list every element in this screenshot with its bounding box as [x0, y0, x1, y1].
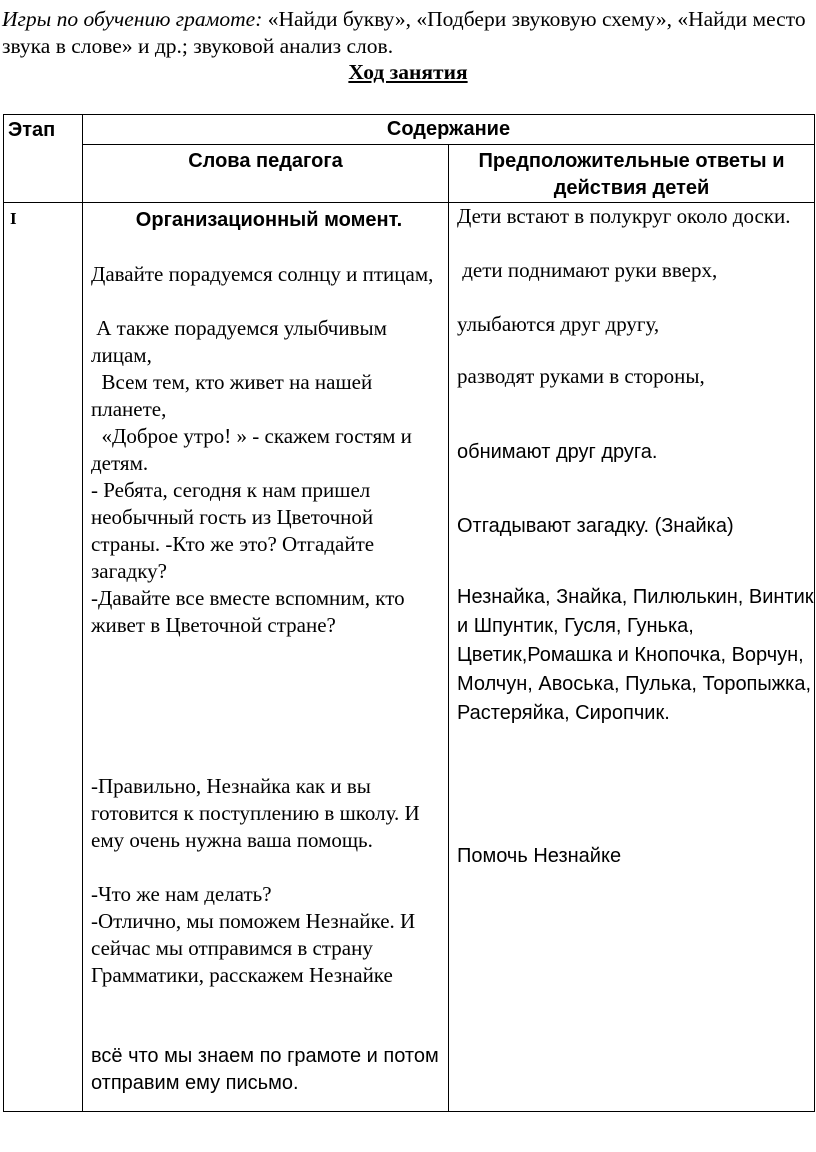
answer-2: дети поднимают руки вверх,	[457, 258, 718, 282]
children-answers-cell	[449, 203, 815, 1112]
teacher-p9: -Отлично, мы поможем Незнайке. И сейчас мы отправимся в страну Грамматики, расскажем Незнайке	[91, 909, 416, 987]
teacher-p6: -Давайте все вместе вспомним, кто живет в Цветочной стране?	[91, 586, 405, 637]
intro-text: «Найди букву», «Подбери звуковую схему», «Найди место звука в слове» и др.; звуковой анализ слов.	[2, 7, 806, 58]
teacher-p2: А также порадуемся улыбчивым лицам,	[91, 316, 393, 367]
teacher-p4: «Доброе утро! » - скажем гостям и детям.	[91, 424, 418, 475]
teacher-p7: -Правильно, Незнайка как и вы готовится к поступлению в школу. И ему очень нужна ваша помощь.	[91, 774, 420, 852]
answer-5: обнимают друг друга.	[457, 441, 658, 463]
intro-paragraph	[2, 6, 814, 60]
answer-7: Незнайка, Знайка, Пилюлькин, Винтик и Шпунтик, Гусля, Гунька, Цветик,Ромашка и Кнопочка, Ворчун, Молчун, Авоська, Пулька, Торопыжка, Растеряйка, Сиропчик.	[457, 586, 814, 724]
answer-8: Помочь Незнайке	[457, 845, 622, 867]
teacher-title: Организационный момент.	[135, 209, 403, 231]
intro-label: Игры по обучению грамоте:	[2, 7, 263, 31]
col-teacher-header: Слова педагога	[83, 145, 449, 203]
answer-6: Отгадывают загадку. (Знайка)	[457, 515, 734, 537]
answer-1: Дети встают в полукруг около доски.	[457, 204, 791, 228]
col-content-header: Содержание	[83, 115, 815, 145]
teacher-p5: - Ребята, сегодня к нам пришел необычный гость из Цветочной страны. -Кто же это? Отгадайте загадку?	[91, 478, 375, 583]
teacher-words-cell	[83, 203, 449, 1112]
answer-3: улыбаются друг другу,	[457, 312, 660, 336]
page-heading: Ход занятия	[348, 60, 468, 84]
teacher-p8: -Что же нам делать?	[91, 882, 272, 906]
header-row-2	[4, 145, 815, 203]
teacher-p1: Давайте порадуемся солнцу и птицам,	[91, 262, 434, 286]
stage-number: I	[4, 203, 83, 1112]
header-row-1	[4, 115, 815, 145]
col-stage-header: Этап	[4, 115, 83, 203]
teacher-p10: всё что мы знаем по грамоте и потом отправим ему письмо.	[91, 1045, 439, 1094]
teacher-p3: Всем тем, кто живет на нашей планете,	[91, 370, 378, 421]
col-children-header: Предположительные ответы и действия детей	[449, 145, 815, 203]
lesson-table	[3, 114, 815, 1112]
table-row	[4, 203, 815, 1112]
answer-4: разводят руками в стороны,	[457, 364, 705, 388]
